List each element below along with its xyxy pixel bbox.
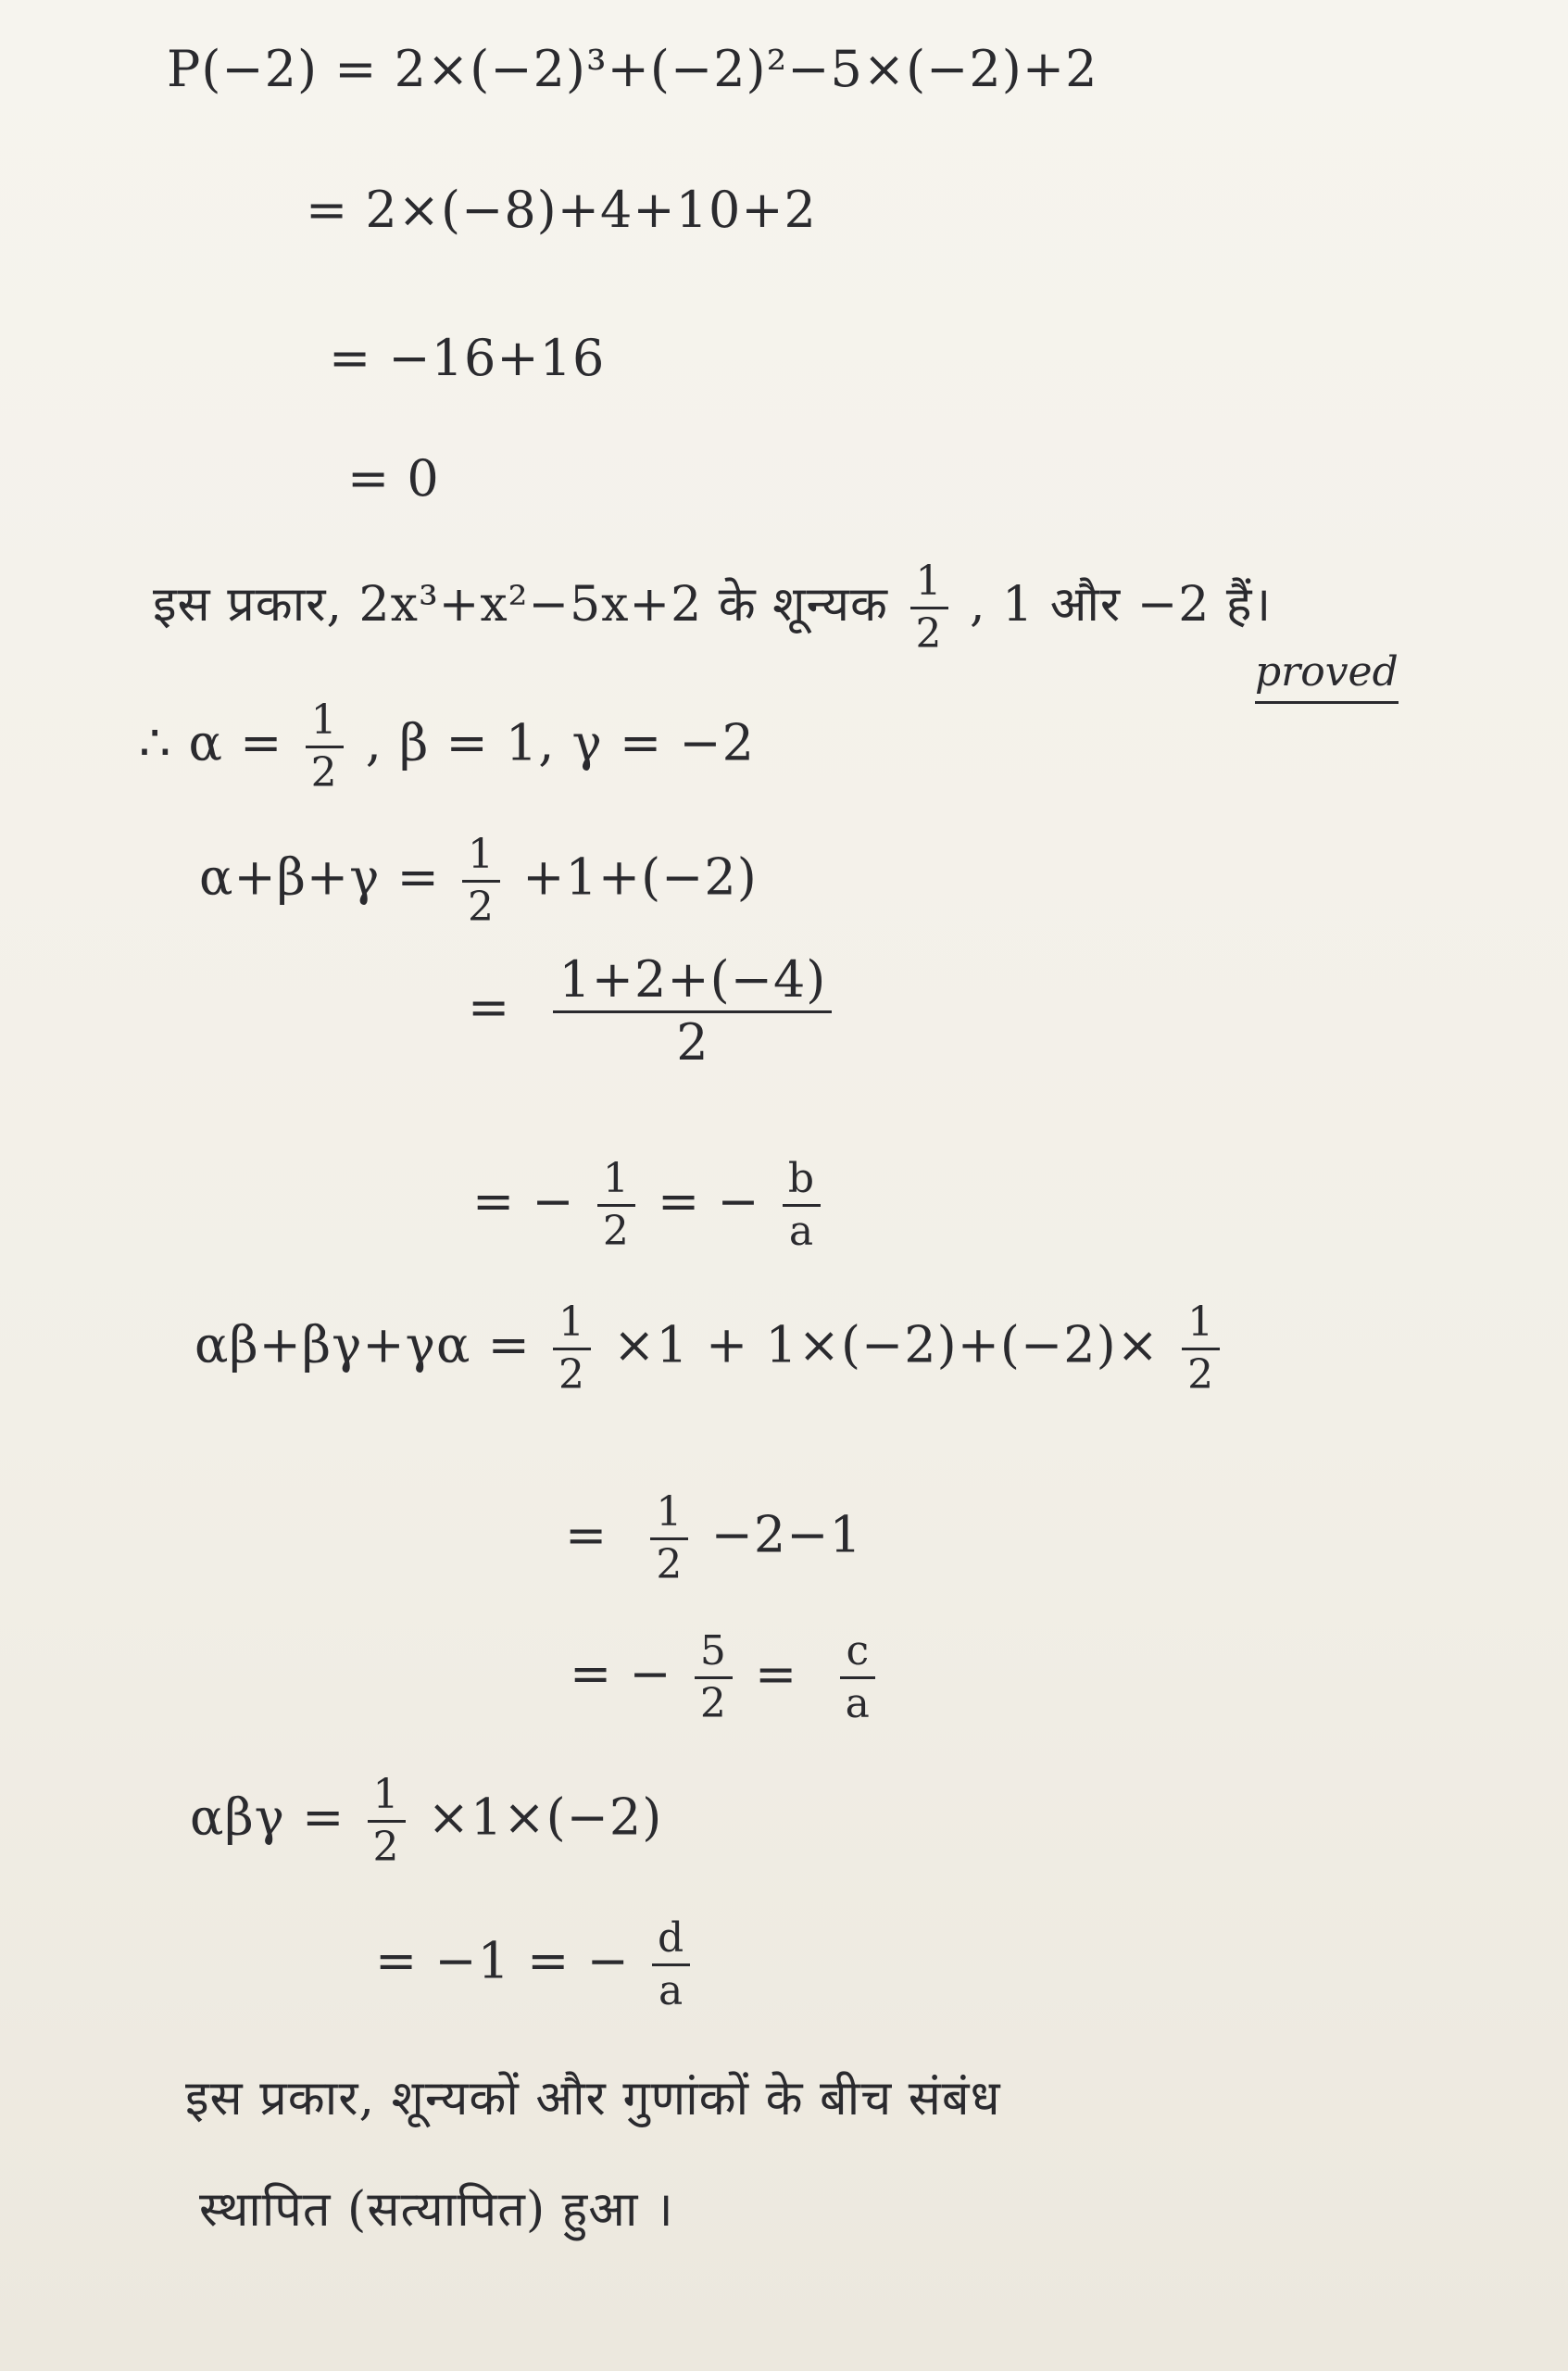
sum-line-3 bbox=[472, 1155, 826, 1256]
fraction-denominator: 2 bbox=[1187, 1351, 1215, 1399]
p-minus-2-line-4 bbox=[347, 449, 440, 508]
sum-rhs: +1+(−2) bbox=[522, 847, 758, 907]
equals-sign: = bbox=[755, 1644, 798, 1703]
pairs-result-fraction bbox=[695, 1627, 733, 1728]
d-over-a-fraction bbox=[652, 1914, 690, 2015]
p-minus-2-expression: P(−2) = 2×(−2)³+(−2)²−5×(−2)+2 bbox=[167, 40, 1098, 98]
relation-statement-line-1 bbox=[185, 2071, 1001, 2126]
p-minus-2-line-1 bbox=[167, 40, 1098, 98]
pairs-result-equals: = − bbox=[570, 1644, 672, 1703]
b-over-a-fraction bbox=[783, 1155, 821, 1256]
fraction-denominator: a bbox=[788, 1208, 815, 1256]
sum-result-equals: = − bbox=[472, 1172, 575, 1231]
sum-half-fraction bbox=[462, 831, 500, 932]
fraction-denominator: 2 bbox=[676, 1012, 709, 1072]
fraction-denominator: 2 bbox=[310, 749, 338, 797]
product-line-2 bbox=[375, 1914, 696, 2015]
product-line-1 bbox=[190, 1771, 663, 1872]
alpha-fraction bbox=[306, 696, 344, 797]
p-minus-2-result: = 0 bbox=[347, 449, 440, 508]
relation-statement-line-2 bbox=[199, 2182, 674, 2238]
product-half-fraction bbox=[368, 1771, 406, 1872]
c-over-a-fraction bbox=[840, 1627, 875, 1728]
zeros-statement-suffix: , 1 और −2 हैं। bbox=[970, 577, 1273, 634]
fraction-denominator: a bbox=[845, 1680, 871, 1728]
roots-suffix: , β = 1, γ = −2 bbox=[365, 713, 756, 772]
pairs-step-fraction bbox=[650, 1488, 688, 1589]
p-minus-2-line-2 bbox=[306, 181, 817, 239]
roots-prefix: ∴ α = bbox=[139, 713, 283, 772]
fraction-denominator: 2 bbox=[699, 1680, 727, 1728]
fraction-numerator: 1 bbox=[368, 1774, 406, 1823]
pairs-line-2 bbox=[565, 1488, 862, 1589]
equals-sign: = bbox=[565, 1505, 608, 1564]
product-lhs: αβγ = bbox=[190, 1788, 345, 1847]
sum-line-1 bbox=[199, 831, 758, 932]
fraction-numerator: 1 bbox=[1182, 1301, 1220, 1350]
p-minus-2-step-2: = −16+16 bbox=[329, 329, 606, 387]
fraction-numerator: 1+2+(−4) bbox=[553, 954, 832, 1013]
fraction-denominator: 2 bbox=[915, 610, 943, 659]
proved-note: proved bbox=[1255, 648, 1399, 704]
product-rhs: ×1×(−2) bbox=[427, 1788, 663, 1847]
fraction-numerator: 1 bbox=[462, 834, 500, 883]
fraction-numerator: 1 bbox=[650, 1491, 688, 1540]
pairs-line-3 bbox=[570, 1627, 881, 1728]
fraction-numerator: 1 bbox=[306, 699, 344, 748]
pairs-last-fraction bbox=[1182, 1298, 1220, 1399]
fraction-numerator: d bbox=[652, 1917, 690, 1966]
fraction-numerator: 5 bbox=[695, 1630, 733, 1679]
pairs-step-rest: −2−1 bbox=[710, 1505, 862, 1564]
fraction-numerator: 1 bbox=[910, 560, 948, 609]
roots-line bbox=[139, 696, 756, 797]
zeros-half-fraction bbox=[910, 558, 948, 659]
sum-step-fraction bbox=[553, 950, 832, 1072]
sum-line-2 bbox=[468, 950, 837, 1072]
pairs-rhs: ×1 + 1×(−2)+(−2)× bbox=[613, 1315, 1160, 1374]
sum-result-fraction bbox=[597, 1155, 635, 1256]
zeros-statement bbox=[153, 558, 1273, 659]
p-minus-2-line-3 bbox=[329, 329, 606, 387]
fraction-denominator: 2 bbox=[558, 1351, 585, 1399]
fraction-numerator: c bbox=[840, 1630, 875, 1679]
fraction-denominator: a bbox=[658, 1967, 684, 2015]
fraction-numerator: 1 bbox=[597, 1158, 635, 1207]
pairs-lhs: αβ+βγ+γα = bbox=[194, 1315, 531, 1374]
fraction-denominator: 2 bbox=[602, 1208, 630, 1256]
pairs-half-fraction bbox=[553, 1298, 591, 1399]
p-minus-2-step-1: = 2×(−8)+4+10+2 bbox=[306, 181, 817, 239]
sum-result-equals-2: = − bbox=[658, 1172, 760, 1231]
fraction-denominator: 2 bbox=[372, 1824, 400, 1872]
zeros-statement-prefix: इस प्रकार, 2x³+x²−5x+2 के शून्यक bbox=[153, 577, 888, 634]
product-result: = −1 = − bbox=[375, 1931, 630, 1990]
fraction-denominator: 2 bbox=[656, 1541, 684, 1589]
pairs-line-1 bbox=[194, 1298, 1225, 1399]
sum-lhs: α+β+γ = bbox=[199, 847, 440, 907]
fraction-numerator: 1 bbox=[553, 1301, 591, 1350]
fraction-denominator: 2 bbox=[468, 884, 495, 932]
relation-statement-text: इस प्रकार, शून्यकों और गुणांकों के बीच संबंध bbox=[185, 2071, 1001, 2126]
fraction-numerator: b bbox=[783, 1158, 821, 1207]
equals-sign: = bbox=[468, 978, 511, 1037]
relation-verified-text: स्थापित (सत्यापित) हुआ । bbox=[199, 2182, 674, 2238]
